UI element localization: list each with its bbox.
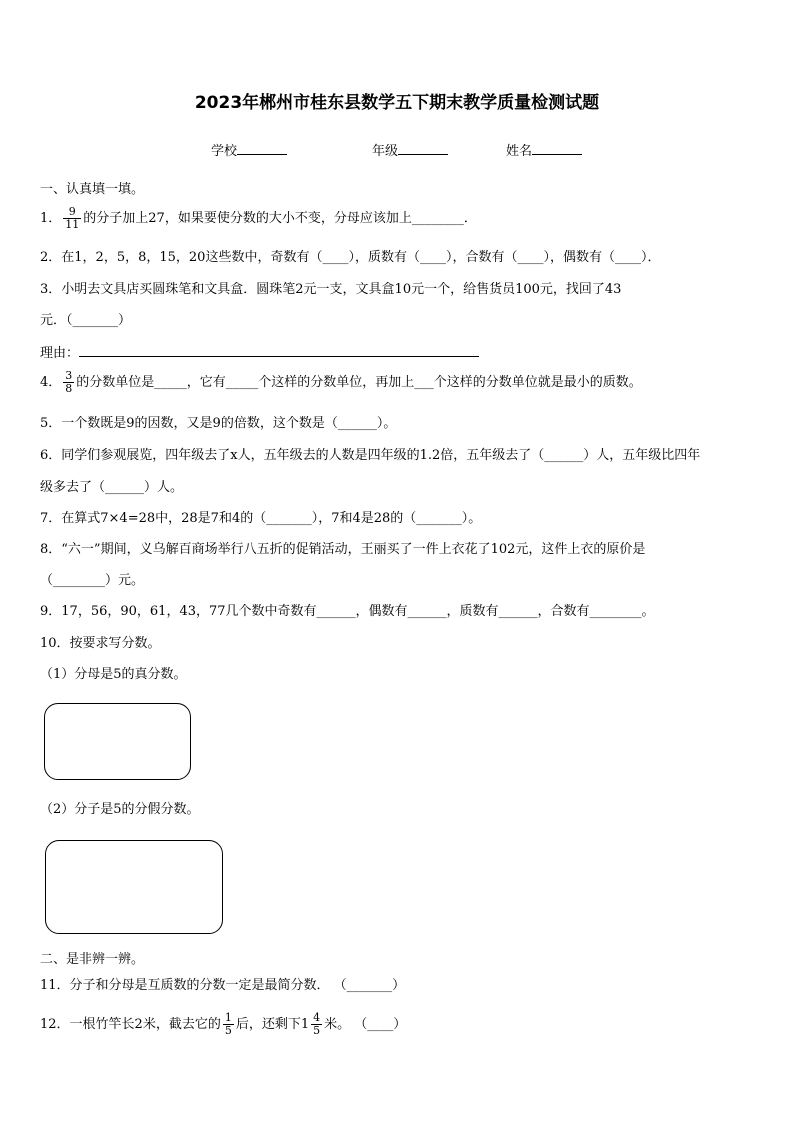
- section-1-heading: 一、认真填一填。: [40, 182, 145, 197]
- question-5: 5．一个数既是9的因数，又是9的倍数，这个数是（______）。: [40, 416, 397, 431]
- question-4: [40, 370, 642, 395]
- question-4-text: 的分数单位是_____，它有_____个这样的分数单位，再加上___个这样的分数单位就是最小的质数。: [76, 375, 642, 390]
- grade-field[interactable]: [372, 140, 448, 159]
- question-12-text-1: 12．一根竹竿长2米，截去它的: [40, 1017, 221, 1032]
- answer-box-1[interactable]: [44, 703, 191, 780]
- fraction-3-8: [63, 370, 74, 395]
- section-2-heading: 二、是非辨一辨。: [40, 952, 145, 967]
- question-1: [40, 206, 477, 231]
- reason-blank[interactable]: [79, 344, 479, 357]
- question-1-number: 1．: [40, 211, 62, 226]
- fraction-numerator: 1: [224, 1011, 232, 1024]
- fraction-numerator: 3: [65, 369, 73, 382]
- question-10-part-1: （1）分母是5的真分数。: [40, 667, 187, 682]
- question-9: 9．17，56，90，61，43，77几个数中奇数有______，偶数有______，质数有______，合数有________。: [40, 604, 655, 619]
- question-7: 7．在算式7×4=28中，28是7和4的（_______），7和4是28的（_______）。: [40, 511, 482, 526]
- grade-blank[interactable]: [398, 142, 448, 155]
- question-10: 10．按要求写分数。: [40, 636, 161, 651]
- question-3-line-1: 3．小明去文具店买圆珠笔和文具盒．圆珠笔2元一支，文具盒10元一个，给售货员100元，找回了43: [40, 282, 622, 297]
- page-title: 2023年郴州市桂东县数学五下期末教学质量检测试题: [194, 93, 600, 113]
- question-8-line-2: （________）元。: [40, 573, 145, 588]
- question-2: 2．在1，2，5，8，15，20这些数中，奇数有（____），质数有（____），合数有（____），偶数有（____）．: [40, 250, 661, 265]
- fraction-denominator: 5: [224, 1024, 232, 1037]
- question-4-number: 4．: [40, 375, 62, 390]
- name-blank[interactable]: [532, 142, 582, 155]
- fraction-denominator: 8: [65, 382, 73, 395]
- question-12-text-2: 后，还剩下1: [235, 1017, 310, 1032]
- question-10-part-2: （2）分子是5的分假分数。: [40, 802, 200, 817]
- name-field[interactable]: [506, 140, 582, 159]
- fraction-numerator: 9: [63, 206, 81, 219]
- question-12: [40, 1012, 406, 1037]
- school-field[interactable]: [211, 140, 287, 159]
- question-1-text: 的分子加上27，如果要使分数的大小不变，分母应该加上________．: [83, 211, 477, 226]
- school-blank[interactable]: [237, 142, 287, 155]
- fraction-9-11: [63, 206, 81, 231]
- fraction-denominator: 11: [65, 218, 80, 231]
- answer-box-2[interactable]: [45, 840, 223, 934]
- school-label: 学校: [211, 144, 238, 159]
- question-3-reason: [40, 344, 479, 362]
- grade-label: 年级: [372, 144, 399, 159]
- question-11: 11．分子和分母是互质数的分数一定是最简分数． （_______）: [40, 978, 406, 993]
- fraction-4-5: [311, 1012, 322, 1037]
- question-3-line-2: 元．（_______）: [40, 313, 132, 328]
- name-label: 姓名: [506, 144, 533, 159]
- question-12-text-3: 米。 （____）: [324, 1017, 407, 1032]
- fraction-denominator: 5: [313, 1024, 321, 1037]
- fraction-1-5: [223, 1012, 234, 1037]
- fraction-numerator: 4: [313, 1011, 321, 1024]
- reason-label: 理由：: [40, 346, 80, 361]
- question-6-line-1: 6．同学们参观展览，四年级去了x人，五年级去的人数是四年级的1.2倍，五年级去了（______）人，五年级比四年: [40, 448, 701, 463]
- question-8-line-1: 8．“六一”期间，义乌解百商场举行八五折的促销活动，王丽买了一件上衣花了102元，这件上衣的原价是: [40, 542, 646, 557]
- question-6-line-2: 级多去了（______）人。: [40, 480, 184, 495]
